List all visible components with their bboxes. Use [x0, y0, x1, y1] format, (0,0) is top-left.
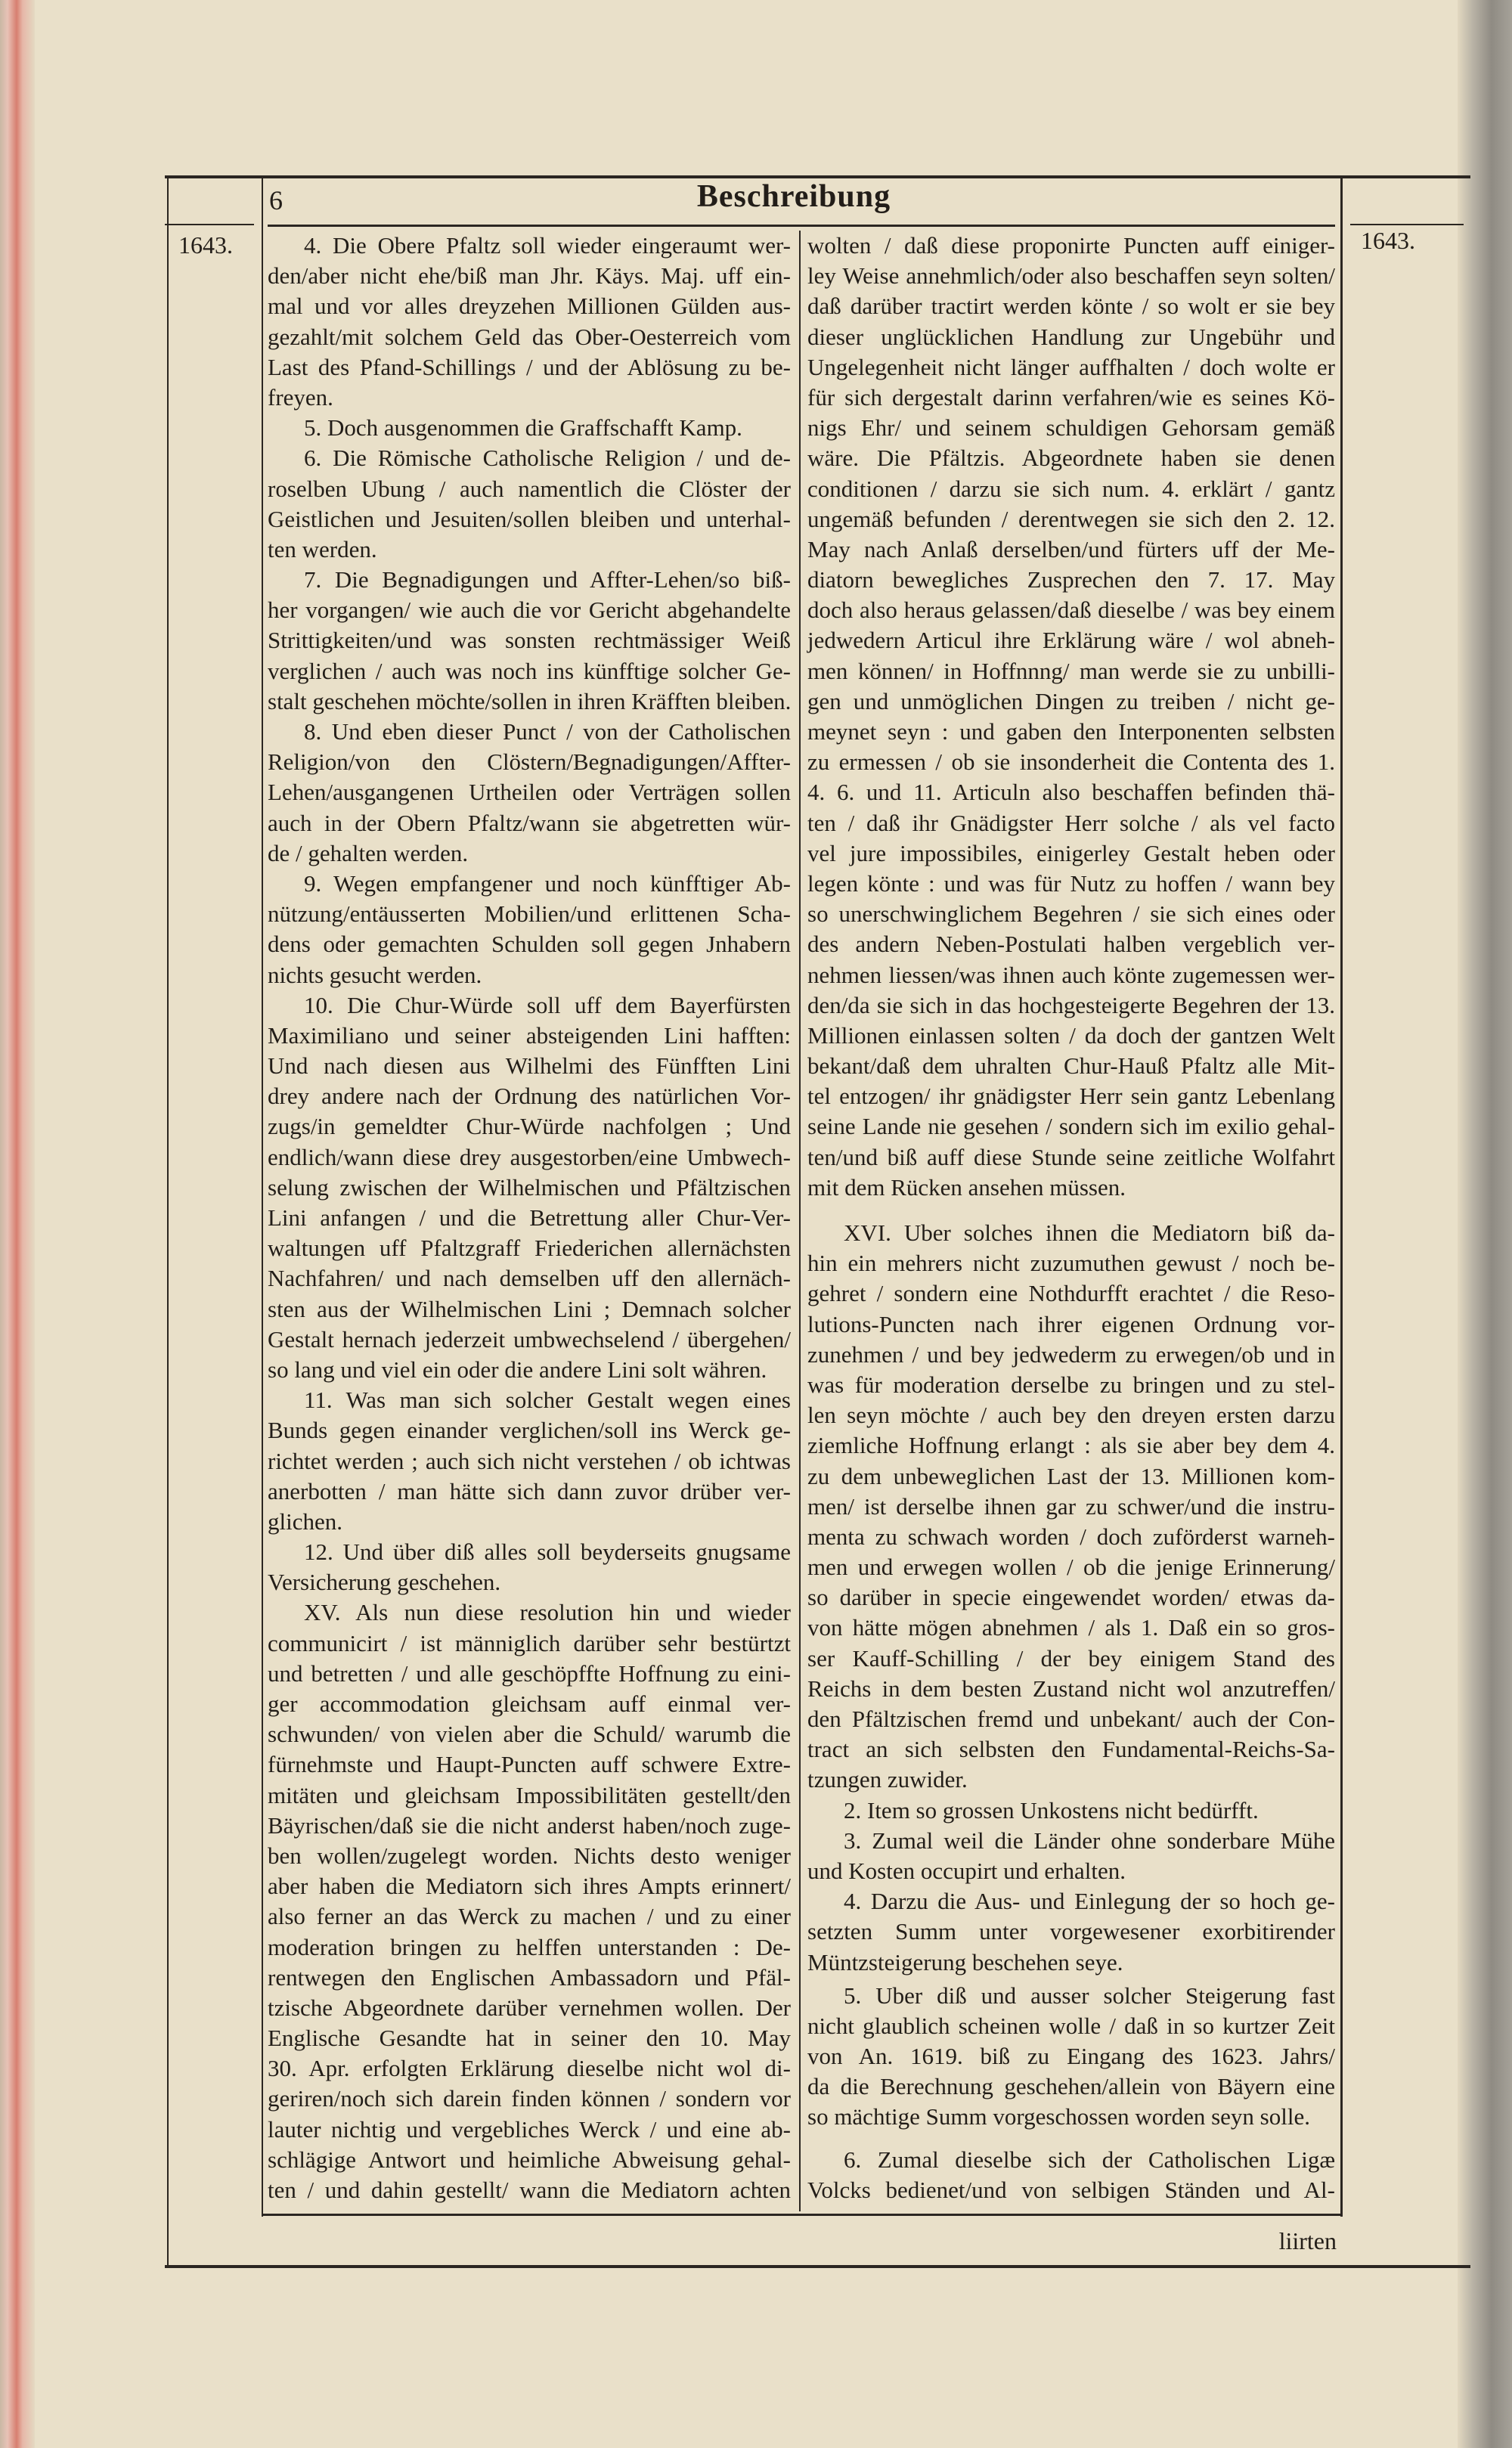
paragraph	[807, 1826, 1335, 1886]
text-line: ten / und dahin gestellt/ wann die Mediatorn achten	[268, 2177, 791, 2203]
page-number: 6	[269, 185, 283, 215]
text-line: nicht glaublich scheinen wolle / daß in so kurtzer Zeit	[807, 2012, 1335, 2039]
text-line: ten / daß ihr Gnädigster Herr solche / als vel facto	[807, 809, 1335, 836]
margin-year-left: 1643.	[178, 231, 233, 259]
bottom-rule	[165, 2265, 1470, 2268]
paragraph	[807, 2145, 1335, 2205]
text-line: Ungelegenheit nicht länger auffhalten / doch wolte er	[807, 353, 1335, 380]
text-column-right	[807, 231, 1335, 2205]
text-line: nigs Ehr/ und seinem schuldigen Gehorsam gemäß	[807, 414, 1335, 442]
text-line: men und erwegen wollen / ob die jenige Erinnerung/	[807, 1554, 1335, 1581]
text-line: und betretten / und alle geschöpffte Hoffnung zu eini-	[268, 1659, 791, 1687]
text-line: seine Lande nie gesehen / sondern sich im exilio gehal-	[807, 1113, 1335, 1140]
text-line: 2. Item so grossen Unkostens nicht bedürfft.	[844, 1796, 1259, 1824]
paragraph	[807, 1218, 1335, 1796]
text-line: Lini anfangen / und die Betrettung aller Chur-Ver-	[268, 1204, 791, 1231]
text-line: Bäyrischen/daß sie die nicht anderst haben/noch zuge-	[268, 1811, 791, 1839]
catchword: liirten	[1278, 2227, 1337, 2254]
text-line: zu ermessen / ob sie insonderheit die Contenta des 1.	[807, 748, 1335, 776]
paragraph	[268, 990, 791, 1385]
text-line: mitäten und gleichsam Impossibilitäten gestellt/den	[268, 1781, 791, 1808]
column-left-border	[262, 175, 263, 2217]
text-line: XVI. Uber solches ihnen die Mediatorn biß da-	[844, 1219, 1335, 1246]
text-line: von An. 1619. biß zu Eingang des 1623. Jahrs/	[807, 2043, 1335, 2070]
text-line: meynet seyn : und gaben den Interponenten selbsten	[807, 718, 1335, 745]
text-line: her vorgangen/ wie auch die vor Gericht abgehandelte	[268, 597, 791, 624]
text-line: für sich dergestalt darinn verfahren/wie es seines Kö-	[807, 383, 1335, 411]
text-line: gehret / sondern eine Nothdurfft erachtet / die Reso-	[807, 1280, 1335, 1307]
text-line: Lehen/ausgangenen Urtheilen oder Verträgen sollen	[268, 779, 791, 806]
text-line: verglichen / auch was noch ins künfftige solcher Ge-	[268, 657, 791, 684]
text-line: 11. Was man sich solcher Gestalt wegen eines	[304, 1387, 791, 1414]
text-line: tzungen zuwider.	[807, 1766, 968, 1793]
text-line: des andern Neben-Postulati halben vergeblich ver-	[807, 931, 1335, 958]
header-underline-left-margin	[165, 224, 254, 225]
columns-bottom-rule	[262, 2214, 1343, 2216]
book-binding-edge	[1458, 0, 1512, 2448]
paragraph	[268, 1597, 791, 2205]
text-line: hin ein mehrers nicht zuzumuthen gewust / noch be-	[807, 1250, 1335, 1277]
text-line: und Kosten occupirt und erhalten.	[807, 1857, 1126, 1884]
text-line: Nachfahren/ und nach demselben uff den allernäch-	[268, 1265, 791, 1292]
text-line: Und nach diesen aus Wilhelmi des Fünfften Lini	[268, 1052, 791, 1080]
text-line: wolten / daß diese proponirte Puncten auff einiger-	[807, 232, 1335, 259]
text-line: was für moderation derselbe zu bringen und zu stel-	[807, 1371, 1335, 1398]
text-line: ungemäß befunden / derentwegen sie sich den 2. 12.	[807, 505, 1335, 532]
text-line: setzten Summ unter vorgewesener exorbitirender	[807, 1918, 1335, 1945]
text-line: 30. Apr. erfolgten Erklärung dieselbe nicht wol di-	[268, 2055, 791, 2082]
text-line: daß darüber tractirt werden könte / so wolt er sie bey	[807, 293, 1335, 320]
text-line: zu dem unbeweglichen Last der 13. Millionen kom-	[807, 1462, 1335, 1489]
text-line: tel entzogen/ ihr gnädigster Herr sein gantz Lebenlang	[807, 1083, 1335, 1110]
text-line: ley Weise annehmlich/oder also beschaffen seyn solten/	[807, 262, 1335, 290]
text-line: 5. Doch ausgenommen die Graffschafft Kamp.	[304, 414, 742, 442]
header-underline	[268, 225, 1335, 227]
text-line: gezahlt/mit solchem Geld das Ober-Oesterreich vom	[268, 323, 791, 350]
text-line: dens oder gemachten Schulden soll gegen Jnhabern	[268, 931, 791, 958]
text-line: 5. Uber diß und ausser solcher Steigerung fast	[844, 1982, 1335, 2009]
text-line: diatorn bewegliches Zusprechen den 7. 17. May	[807, 566, 1335, 593]
paragraph	[807, 1886, 1335, 1978]
text-line: Bunds gegen einander verglichen/soll ins Werck ge-	[268, 1417, 791, 1444]
text-line: menta zu schwach worden / doch zuförderst warneh-	[807, 1523, 1335, 1550]
paragraph	[268, 443, 791, 565]
text-line: Versicherung geschehen.	[268, 1569, 501, 1596]
text-line: ben wollen/zugelegt worden. Nichts desto weniger	[268, 1842, 791, 1869]
text-line: nichts gesucht werden.	[268, 961, 482, 988]
text-line: 3. Zumal weil die Länder ohne sonderbare Mühe	[844, 1827, 1335, 1854]
text-line: Reichs in dem besten Zustand nicht wol anzutreffen/	[807, 1675, 1335, 1702]
text-line: selung zwischen der Wilhelmischen und Pfältzischen	[268, 1173, 791, 1201]
text-column-left	[268, 231, 791, 2205]
text-line: wäre. Die Pfältzis. Abgeordnete haben sie denen	[807, 445, 1335, 472]
text-line: ser Kauff-Schilling / der bey einigem Stand des	[807, 1644, 1335, 1672]
text-line: Strittigkeiten/und was sonsten rechtmässiger Weiß	[268, 627, 791, 654]
text-line: de / gehalten werden.	[268, 839, 469, 866]
text-line: 12. Und über diß alles soll beyderseits gnugsame	[304, 1539, 791, 1566]
text-line: glichen.	[268, 1508, 342, 1535]
paragraph	[268, 565, 791, 717]
paragraph	[268, 231, 791, 413]
text-line: so lang und viel ein oder die andere Lini solt währen.	[268, 1356, 767, 1383]
text-line: 6. Die Römische Catholische Religion / und de-	[304, 445, 791, 472]
text-line: mal und vor alles dreyzehen Millionen Gülden aus-	[268, 293, 791, 320]
text-line: 9. Wegen empfangener und noch künfftiger Ab-	[304, 869, 791, 897]
text-line: waltungen uff Pfaltzgraff Friederichen allernächsten	[268, 1235, 791, 1262]
text-line: conditionen / darzu sie sich num. 4. erklärt / gantz	[807, 475, 1335, 502]
paragraph	[268, 869, 791, 990]
text-line: May nach Anlaß derselben/und fürters uff der Me-	[807, 535, 1335, 562]
text-line: so mächtige Summ vorgeschossen worden seyn solle.	[807, 2103, 1310, 2130]
text-line: tract an sich selbsten den Fundamental-Reichs-Sa-	[807, 1736, 1335, 1763]
header-underline-right-margin	[1350, 224, 1464, 225]
text-line: ger accommodation gleichsam auff einmal ver-	[268, 1690, 791, 1717]
text-line: vel jure impossibiles, einigerley Gestalt heben oder	[807, 839, 1335, 866]
text-line: stalt geschehen möchte/sollen in ihren Kräfften bleiben.	[268, 687, 792, 714]
text-line: schlägige Antwort und heimliche Abweisung gehal-	[268, 2146, 791, 2173]
text-line: moderation bringen zu helffen unterstanden : De-	[268, 1933, 791, 1960]
frame-left-line	[167, 175, 169, 2266]
text-line: len seyn möchte / auch bey den dreyen ersten darzu	[807, 1402, 1335, 1429]
text-line: dieser unglücklichen Handlung zur Ungebühr und	[807, 323, 1335, 350]
text-line: ziemliche Hoffnung erlangt : als sie aber bey dem 4.	[807, 1432, 1335, 1459]
text-line: so unerschwinglichem Begehren / sie sich eines oder	[807, 900, 1335, 928]
text-line: so darüber in specie eingewendet worden/ etwas da-	[807, 1584, 1335, 1611]
paragraph	[268, 1537, 791, 1597]
text-line: 4. 6. und 11. Articuln also beschaffen befinden thä-	[807, 779, 1335, 806]
text-line: Religion/von den Clöstern/Begnadigungen/Affter-	[268, 748, 791, 776]
text-line: bekant/daß dem uhralten Chur-Hauß Pfaltz alle Mit-	[807, 1052, 1335, 1080]
text-line: gen und unmöglichen Dingen zu treiben / nicht ge-	[807, 687, 1335, 714]
text-line: legen könte : und was für Nutz zu hoffen / wann bey	[807, 869, 1335, 897]
text-line: den/aber nicht ehe/biß man Jhr. Käys. Maj. uff ein-	[268, 262, 791, 290]
text-line: lutions-Puncten nach ihrer eigenen Ordnung vor-	[807, 1310, 1335, 1337]
page-edge-left	[0, 0, 35, 2448]
text-line: aber haben die Mediatorn sich ihres Ampts erinnert/	[268, 1873, 791, 1900]
column-separator	[799, 231, 801, 2211]
text-line: XV. Als nun diese resolution hin und wieder	[304, 1599, 791, 1626]
text-line: jedwedern Articul ihre Erklärung wäre / wol abneh-	[807, 627, 1335, 654]
text-line: 4. Die Obere Pfaltz soll wieder eingeraumt wer-	[304, 232, 791, 259]
paragraph	[268, 1385, 791, 1537]
text-line: 4. Darzu die Aus- und Einlegung der so hoch ge-	[844, 1888, 1335, 1915]
text-line: 8. Und eben dieser Punct / von der Catholischen	[304, 718, 791, 745]
text-line: 6. Zumal dieselbe sich der Catholischen Ligæ	[844, 2146, 1335, 2173]
text-line: ten/und biß auff diese Stunde seine zeitliche Wolfahrt	[807, 1143, 1335, 1170]
text-line: zugs/in gemeldter Chur-Würde nachfolgen ; Und	[268, 1113, 791, 1140]
text-line: 7. Die Begnadigungen und Affter-Lehen/so biß-	[304, 566, 791, 593]
text-line: ten werden.	[268, 535, 377, 562]
text-line: Müntzsteigerung beschehen seye.	[807, 1948, 1123, 1975]
text-line: Volcks bedienet/und von selbigen Ständen und Al-	[807, 2176, 1335, 2203]
paragraph	[268, 413, 791, 443]
text-line: 10. Die Chur-Würde soll uff dem Bayerfürsten	[304, 991, 791, 1018]
text-line: also ferner an das Werck zu machen / und zu einer	[268, 1903, 791, 1930]
text-line: mit dem Rücken ansehen müssen.	[807, 1173, 1126, 1201]
text-line: men können/ in Hoffnnng/ man werde sie zu unbilli-	[807, 657, 1335, 684]
text-line: schwunden/ von vielen aber die Schuld/ warumb die	[268, 1721, 791, 1748]
text-line: Last des Pfand-Schillings / und der Ablösung zu be-	[268, 353, 791, 380]
text-line: freyen.	[268, 383, 333, 411]
text-line: da die Berechnung geschehen/allein von Bäyern eine	[807, 2073, 1335, 2100]
text-line: zunehmen / und bey jedwederm zu erwegen/ob und in	[807, 1340, 1335, 1368]
text-line: auch in der Obern Pfaltz/wann sie abgetretten wür-	[268, 809, 791, 836]
text-line: Maximiliano und seiner absteigenden Lini hafften:	[268, 1021, 791, 1049]
paragraph	[807, 231, 1335, 1203]
margin-year-right: 1643.	[1361, 227, 1415, 254]
text-line: anerbotten / man hätte sich dann zuvor drüber ver-	[268, 1477, 791, 1504]
text-line: Geistlichen und Jesuiten/sollen bleiben und unterhal-	[268, 505, 791, 532]
text-line: tzische Abgeordnete darüber vernehmen wollen. Der	[268, 1994, 791, 2021]
column-right-border	[1340, 175, 1343, 2217]
text-line: nehmen liessen/was ihnen auch könte zugemessen wer-	[807, 961, 1335, 988]
text-line: richtet werden ; auch sich nicht verstehen / ob ichtwas	[268, 1447, 791, 1474]
text-line: Gestalt hernach jederzeit umbwechselend / übergehen/	[268, 1325, 791, 1353]
text-line: Millionen einlassen solten / da doch der gantzen Welt	[807, 1021, 1335, 1049]
text-line: Englische Gesandte hat in seiner den 10. May	[268, 2025, 791, 2052]
paragraph	[807, 1796, 1335, 1826]
text-line: lauter nichtig und vergebliches Werck / und eine ab-	[268, 2115, 791, 2143]
text-line: endlich/wann diese drey ausgestorben/eine Umbwech-	[268, 1143, 791, 1170]
text-line: nützung/entäusserten Mobilien/und erlittenen Scha-	[268, 900, 791, 928]
text-line: roselben Ubung / auch namentlich die Clöster der	[268, 475, 791, 502]
text-line: drey andere nach der Ordnung des natürlichen Vor-	[268, 1083, 791, 1110]
text-line: geriren/noch sich darein finden können / sondern vor	[268, 2085, 791, 2112]
text-line: den/da sie sich in das hochgesteigerte Begehren der 13.	[807, 991, 1335, 1018]
text-line: communicirt / ist männiglich darüber sehr bestürtzt	[268, 1629, 791, 1656]
running-title: Beschreibung	[696, 179, 891, 214]
text-line: fürnehmste und Haupt-Puncten auff schwere Extre-	[268, 1751, 791, 1778]
text-line: men/ ist derselbe ihnen gar zu schwer/und die instru-	[807, 1492, 1335, 1520]
text-line: den Pfältzischen fremd und unbekant/ auch der Con-	[807, 1706, 1335, 1732]
paragraph	[268, 717, 791, 869]
text-line: rentwegen den Englischen Ambassadorn und Pfäl-	[268, 1963, 791, 1991]
text-line: sten aus der Wilhelmischen Lini ; Demnach solcher	[268, 1295, 791, 1322]
paragraph	[807, 1981, 1335, 2133]
text-line: doch also heraus gelassen/daß dieselbe / was bey einem	[807, 597, 1335, 624]
text-line: von hätte mögen abnehmen / als 1. Daß ein so gros-	[807, 1614, 1335, 1641]
